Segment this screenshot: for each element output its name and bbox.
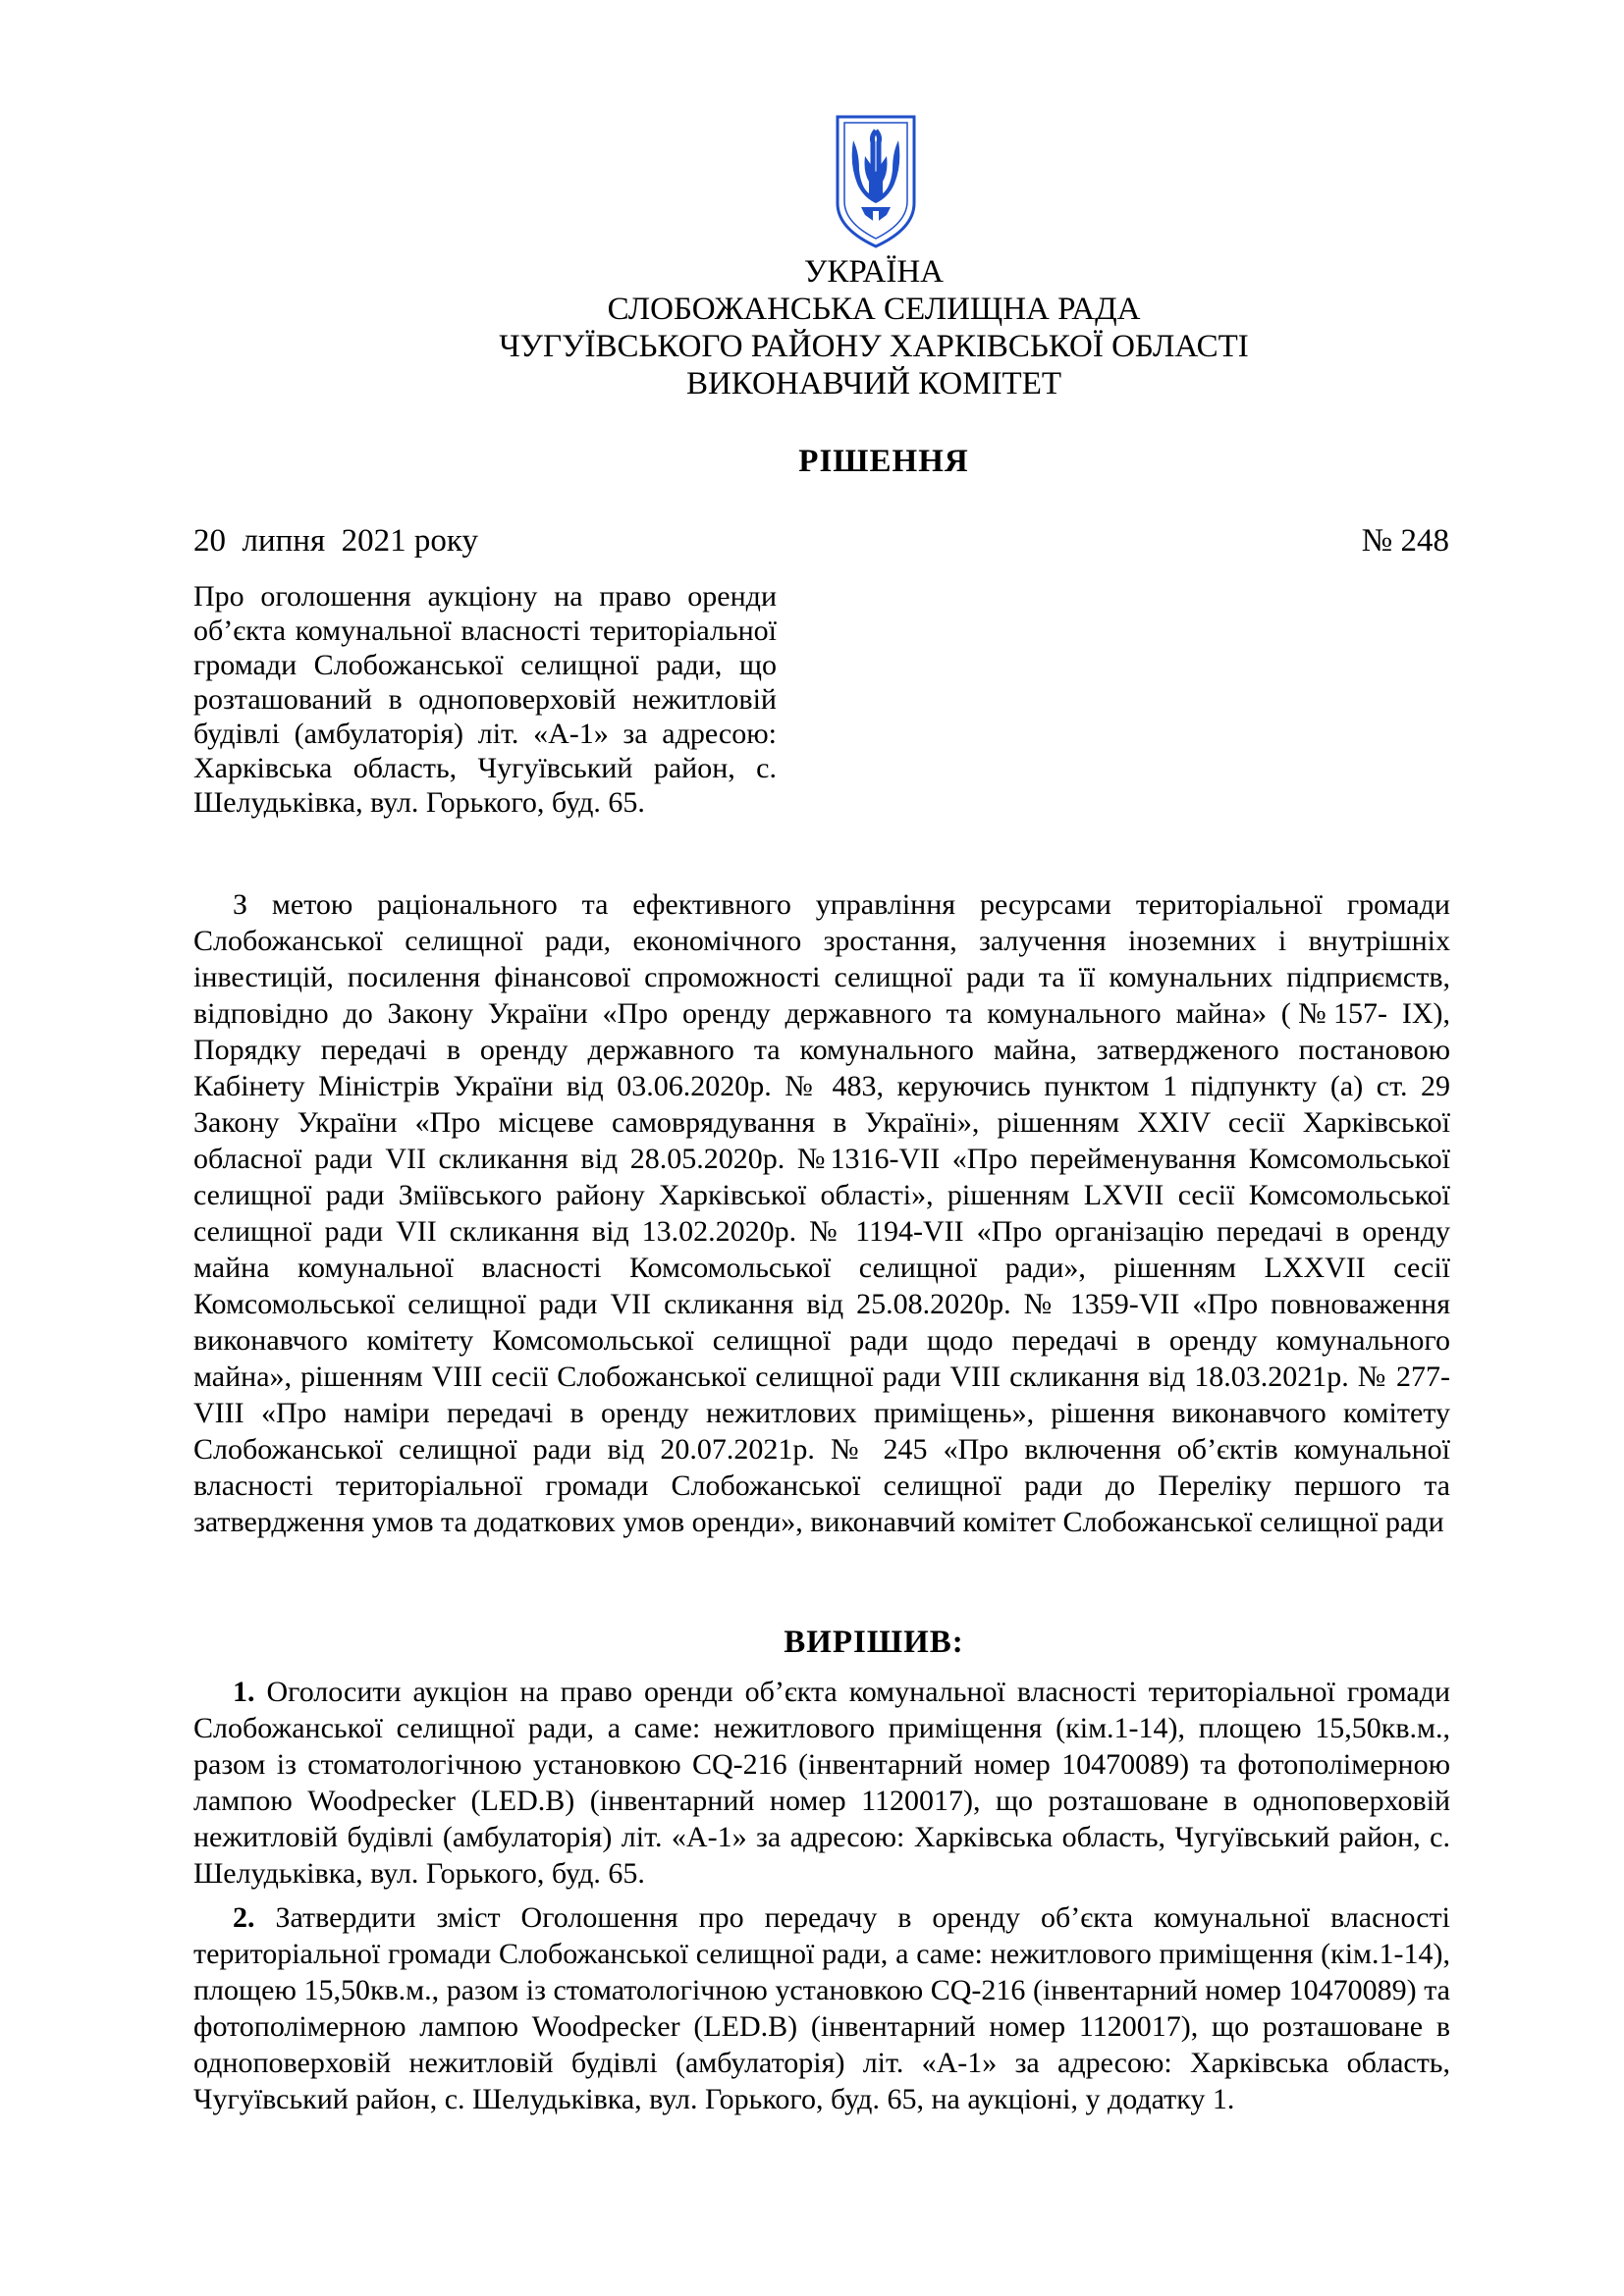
council-name: СЛОБОЖАНСЬКА СЕЛИЩНА РАДА bbox=[607, 292, 1141, 327]
item-text: Оголосити аукціон на право оренди об’єкта комунальної власності територіальної громади Слобожанської селищної ради, а саме: нежитлового приміщення (кім.1-14), площею 15,50кв.м., разом із стоматологічною установкою CQ-216 (інвентарний номер 10470089) та фотополімерною лампою Woodpecker (LED.B) (інвентарний номер 1120017), що розташоване в одноповерховій нежитловій будівлі (амбулаторія) літ. «А-1» за адресою: Харківська область, Чугуївський район, с. Шелудьківка, вул. Горького, буд. 65. bbox=[193, 1676, 1450, 1890]
item-number: 1. bbox=[233, 1676, 255, 1708]
item-text: Затвердити зміст Оголошення про передачу в оренду об’єкта комунальної власності територіальної громади Слобожанської селищної ради, а саме: нежитлового приміщення (кім.1-14), площею 15,50кв.м., разом із стоматологічною установкою CQ-216 (інвентарний номер 10470089) та фотополімерною лампою Woodpecker (LED.B) (інвентарний номер 1120017), що розташоване в одноповерховій нежитловій будівлі (амбулаторія) літ. «А-1» за адресою: Харківська область, Чугуївський район, с. Шелудьківка, вул. Горького, буд. 65, на аукціоні, у додатку 1. bbox=[193, 1901, 1450, 2115]
executive-committee-name: ВИКОНАВЧИЙ КОМІТЕТ bbox=[685, 366, 1062, 401]
coat-of-arms-trident-icon bbox=[832, 113, 920, 250]
decision-subject: Про оголошення аукціону на право оренди об’єкта комунальної власності територіальної громади Слобожанської селищної ради, що розташований в одноповерховій нежитловій будівлі (амбулаторія) літ. «А-1» за адресою: Харківська область, Чугуївський район, с. Шелудьківка, вул. Горького, буд. 65. bbox=[193, 580, 777, 819]
decision-item-1 bbox=[193, 1674, 1450, 1892]
country-name: УКРАЇНА bbox=[804, 254, 944, 290]
district-region-name: ЧУГУЇВСЬКОГО РАЙОНУ ХАРКІВСЬКОЇ ОБЛАСТІ bbox=[499, 329, 1249, 364]
authority-header bbox=[0, 253, 1624, 402]
item-number: 2. bbox=[233, 1901, 255, 1934]
document-type-title: РІШЕННЯ bbox=[798, 444, 969, 479]
decided-heading: ВИРІШИВ: bbox=[784, 1625, 964, 1660]
decision-item-2 bbox=[193, 1899, 1450, 2117]
decision-number: № 248 bbox=[1361, 523, 1449, 559]
preamble-paragraph: З метою раціонального та ефективного управління ресурсами територіальної громади Слобожанської селищної ради, економічного зростання, залучення іноземних і внутрішніх інвестицій, посилення фінансової спроможності селищної ради та її комунальних підприємств, відповідно до Закону України «Про оренду державного та комунального майна» (№157- IX), Порядку передачі в оренду державного та комунального майна, затвердженого постановою Кабінету Міністрів України від 03.06.2020р. № 483, керуючись пунктом 1 підпункту (а) ст. 29 Закону України «Про місцеве самоврядування в Україні», рішенням XXIV сесії Харківської обласної ради VII скликання від 28.05.2020р. №1316-VII «Про перейменування Комсомольської селищної ради Зміївського району Харківської області», рішенням LXVII сесії Комсомольської селищної ради VII скликання від 13.02.2020р. № 1194-VII «Про організацію передачі в оренду майна комунальної власності Комсомольської селищної ради», рішенням LXXVII сесії Комсомольської селищної ради VII скликання від 25.08.2020р. № 1359-VII «Про повноваження виконавчого комітету Комсомольської селищної ради щодо передачі в оренду комунального майна», рішенням VIII сесії Слобожанської селищної ради VIII скликання від 18.03.2021р. № 277-VIII «Про наміри передачі в оренду нежитлових приміщень», рішення виконавчого комітету Слобожанської селищної ради від 20.07.2021р. № 245 «Про включення об’єктів комунальної власності територіальної громади Слобожанської селищної ради до Переліку першого та затвердження умов та додаткових умов оренди», виконавчий комітет Слобожанської селищної ради bbox=[193, 888, 1450, 1538]
decision-date: 20 липня 2021 року bbox=[193, 523, 478, 559]
